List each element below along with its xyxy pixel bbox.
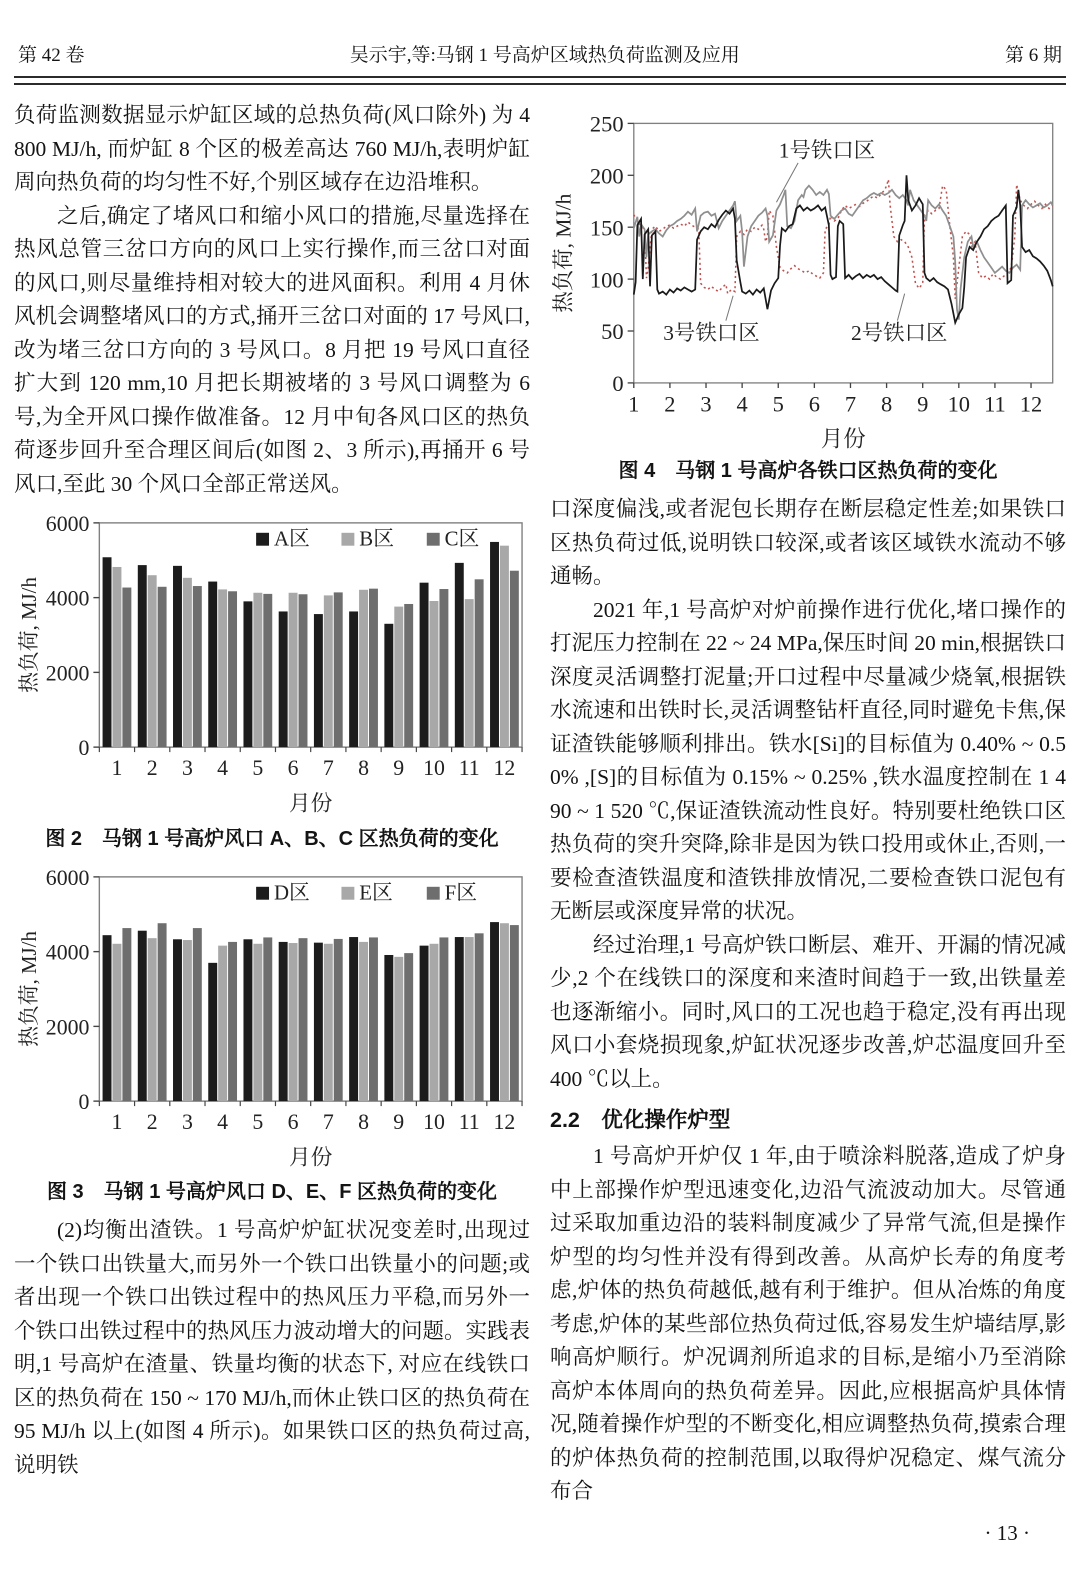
- svg-text:3: 3: [181, 755, 193, 780]
- left-column: [14, 99, 530, 1546]
- svg-text:1: 1: [111, 755, 123, 780]
- svg-text:6: 6: [287, 755, 299, 780]
- svg-text:1号铁口区: 1号铁口区: [778, 138, 876, 163]
- svg-text:8: 8: [358, 1109, 369, 1134]
- svg-text:150: 150: [589, 215, 624, 241]
- right-column: [550, 99, 1066, 1546]
- svg-text:2: 2: [146, 1109, 158, 1134]
- svg-text:12: 12: [1019, 391, 1043, 417]
- header-rule: [14, 76, 1066, 85]
- svg-text:2000: 2000: [45, 1014, 90, 1039]
- figure-2-caption: 图 2 马钢 1 号高炉风口 A、B、C 区热负荷的变化: [45, 827, 499, 850]
- svg-text:2: 2: [664, 391, 676, 417]
- svg-text:2号铁口区: 2号铁口区: [850, 321, 948, 346]
- paragraph-result: 经过治理,1 号高炉铁口断层、难开、开漏的情况减少,2 个在线铁口的深度和来渣时间趋于一致,出铁量差也逐渐缩小。同时,风口的工况也趋于稳定,没有再出现风口小套烧损现象,炉缸状况逐步改善,炉芯温度回升至 400 ℃以上。: [550, 932, 1067, 1091]
- svg-text:A区: A区: [273, 526, 310, 551]
- figure-2-chart: [14, 507, 530, 820]
- svg-text:4: 4: [736, 391, 748, 417]
- paragraph-furnace: 1 号高炉开炉仅 1 年,由于喷涂料脱落,造成了炉身中上部操作炉型迅速变化,边沿气流波动加大。尽管通过采取加重边沿的装料制度减少了异常气流,但是操作炉型的均匀性并没有得到改善。从高炉长寿的角度考虑,炉体的热负荷越低,越有利于维护。但从冶炼的角度考虑,炉体的某些部位热负荷过低,容易发生炉墙结厚,影响高炉顺行。炉况调剂所追求的目标,是缩小乃至消除高炉本体周向的热负荷差异。因此,应根据高炉具体情况,随着操作炉型的不断变化,相应调整热负荷,摸索合理的炉体热负荷的控制范围,以取得炉况稳定、煤气流分布合: [550, 1144, 1066, 1504]
- section-heading-2-2: 2.2 优化操作炉型: [550, 1108, 731, 1133]
- svg-text:7: 7: [322, 755, 334, 780]
- chart-root: [17, 512, 522, 816]
- svg-text:D区: D区: [273, 880, 310, 905]
- svg-text:2000: 2000: [45, 661, 90, 686]
- volume-label: 第 42 卷: [18, 45, 85, 66]
- page-header: [14, 40, 1066, 67]
- figure-4-chart: [550, 105, 1066, 452]
- svg-text:4000: 4000: [45, 940, 90, 965]
- figure-3-caption: 图 3 马钢 1 号高炉风口 D、E、F 区热负荷的变化: [46, 1181, 498, 1204]
- issue-label: 第 6 期: [1004, 45, 1062, 66]
- svg-text:4000: 4000: [45, 586, 90, 611]
- figure-2: [14, 507, 530, 851]
- svg-text:0: 0: [78, 1089, 90, 1114]
- figure-3-chart: [14, 861, 530, 1174]
- svg-text:2: 2: [146, 755, 158, 780]
- svg-text:9: 9: [917, 391, 929, 417]
- svg-text:6: 6: [808, 391, 820, 417]
- svg-text:8: 8: [880, 391, 893, 417]
- svg-text:0: 0: [612, 371, 624, 397]
- svg-text:9: 9: [393, 1109, 405, 1134]
- svg-text:月份: 月份: [820, 426, 866, 452]
- svg-text:10: 10: [423, 1109, 445, 1134]
- svg-text:热负荷, MJ/h: 热负荷, MJ/h: [16, 930, 41, 1047]
- svg-text:8: 8: [358, 755, 369, 780]
- svg-text:3号铁口区: 3号铁口区: [663, 321, 760, 346]
- svg-text:1: 1: [111, 1109, 123, 1134]
- svg-text:7: 7: [844, 391, 857, 417]
- svg-text:月份: 月份: [288, 1145, 333, 1170]
- svg-text:6000: 6000: [45, 511, 90, 536]
- svg-text:100: 100: [589, 267, 624, 293]
- svg-text:F区: F区: [444, 880, 478, 905]
- bar-series-1: [112, 923, 508, 1101]
- svg-text:5: 5: [252, 1109, 264, 1134]
- svg-text:B区: B区: [359, 526, 395, 551]
- chart-root: [551, 112, 1052, 452]
- paragraph-2021: 2021 年,1 号高炉对炉前操作进行优化,堵口操作的打泥压力控制在 22 ~ 24 MPa,保压时间 20 min,根据铁口深度灵活调整打泥量;开口过程中尽量减少烧氧,根据铁水流速和出铁时长,灵活调整钻杆直径,同时避免卡焦,保证渣铁能够顺利排出。铁水[Si]的目标值为 0.40% ~ 0.50% ,[S]的目标值为 0.15% ~ 0.25% ,铁水温度控制在 1 490 ~ 1 520 ℃,保证渣铁流动性良好。特别要杜绝铁口区热负荷的突升突降,除非是因为铁口投用或休止,否则,一要检查渣铁温度和渣铁排放情况,二要检查铁口泥包有无断层或深度异常的状况。: [550, 597, 1066, 924]
- svg-text:10: 10: [423, 755, 445, 780]
- svg-text:50: 50: [601, 319, 624, 345]
- running-title: 吴示宇,等:马钢 1 号高炉区域热负荷监测及应用: [349, 45, 740, 66]
- svg-text:热负荷, MJ/h: 热负荷, MJ/h: [551, 193, 576, 313]
- svg-text:0: 0: [78, 736, 90, 761]
- line-series-2: [634, 175, 1053, 322]
- paragraph-taphole: 口深度偏浅,或者泥包长期存在断层稳定性差;如果铁口区热负荷过低,说明铁口较深,或者该区域铁水流动不够通畅。: [550, 497, 1066, 589]
- svg-text:11: 11: [458, 1109, 480, 1134]
- figure-4: [550, 105, 1066, 483]
- svg-text:7: 7: [322, 1109, 334, 1134]
- svg-text:热负荷, MJ/h: 热负荷, MJ/h: [16, 577, 41, 693]
- svg-text:6: 6: [287, 1109, 299, 1134]
- figure-3: [14, 861, 530, 1205]
- svg-text:E区: E区: [359, 880, 393, 905]
- svg-text:5: 5: [252, 755, 264, 780]
- svg-text:1: 1: [628, 391, 640, 417]
- svg-text:9: 9: [393, 755, 405, 780]
- two-column-layout: [14, 99, 1066, 1546]
- svg-text:5: 5: [772, 391, 784, 417]
- svg-text:10: 10: [947, 391, 971, 417]
- svg-text:200: 200: [589, 163, 624, 189]
- svg-text:12: 12: [493, 755, 516, 780]
- svg-text:6000: 6000: [45, 865, 90, 890]
- svg-text:3: 3: [181, 1109, 193, 1134]
- figure-4-caption: 图 4 马钢 1 号高炉各铁口区热负荷的变化: [618, 460, 998, 483]
- svg-text:C区: C区: [444, 526, 480, 551]
- svg-text:4: 4: [217, 1109, 229, 1134]
- svg-text:3: 3: [700, 391, 712, 417]
- paragraph-measures: 之后,确定了堵风口和缩小风口的措施,尽量选择在热风总管三岔口方向的风口上实行操作,而三岔口对面的风口,则尽量维持相对较大的进风面积。利用 4 月休风机会调整堵风口的方式,捅开三岔口对面的 17 号风口,改为堵三岔口方向的 3 号风口。8 月把 19 号风口直径扩大到 120 mm,10 月把长期被堵的 3 号风口调整为 6 号,为全开风口操作做准备。12 月中旬各风口区的热负荷逐步回升至合理区间后(如图 2、3 所示),再捅开 6 号风口,至此 30 个风口全部正常送风。: [14, 203, 531, 496]
- svg-text:11: 11: [458, 755, 480, 780]
- page-number: · 13 ·: [984, 1520, 1030, 1545]
- paragraph-intro: 负荷监测数据显示炉缸区域的总热负荷(风口除外) 为 4 800 MJ/h, 而炉缸 8 个区的极差高达 760 MJ/h,表明炉缸周向热负荷的均匀性不好,个别区域存在边沿堆积。: [14, 103, 530, 194]
- svg-text:250: 250: [589, 111, 624, 137]
- svg-text:12: 12: [493, 1109, 516, 1134]
- bar-series-1: [112, 546, 508, 747]
- svg-text:11: 11: [984, 391, 1006, 417]
- svg-text:月份: 月份: [288, 791, 333, 816]
- chart-root: [17, 865, 522, 1169]
- paragraph-balance: (2)均衡出渣铁。1 号高炉炉缸状况变差时,出现过一个铁口出铁量大,而另外一个铁口出铁量小的问题;或者出现一个铁口出铁过程中的热风压力平稳,而另外一个铁口出铁过程中的热风压力波动增大的问题。实践表明,1 号高炉在渣量、铁量均衡的状态下, 对应在线铁口区的热负荷在 150 ~ 170 MJ/h,而休止铁口区的热负荷在 95 MJ/h 以上(如图 4 所示)。如果铁口区的热负荷过高,说明铁: [14, 1218, 531, 1477]
- svg-text:4: 4: [217, 755, 229, 780]
